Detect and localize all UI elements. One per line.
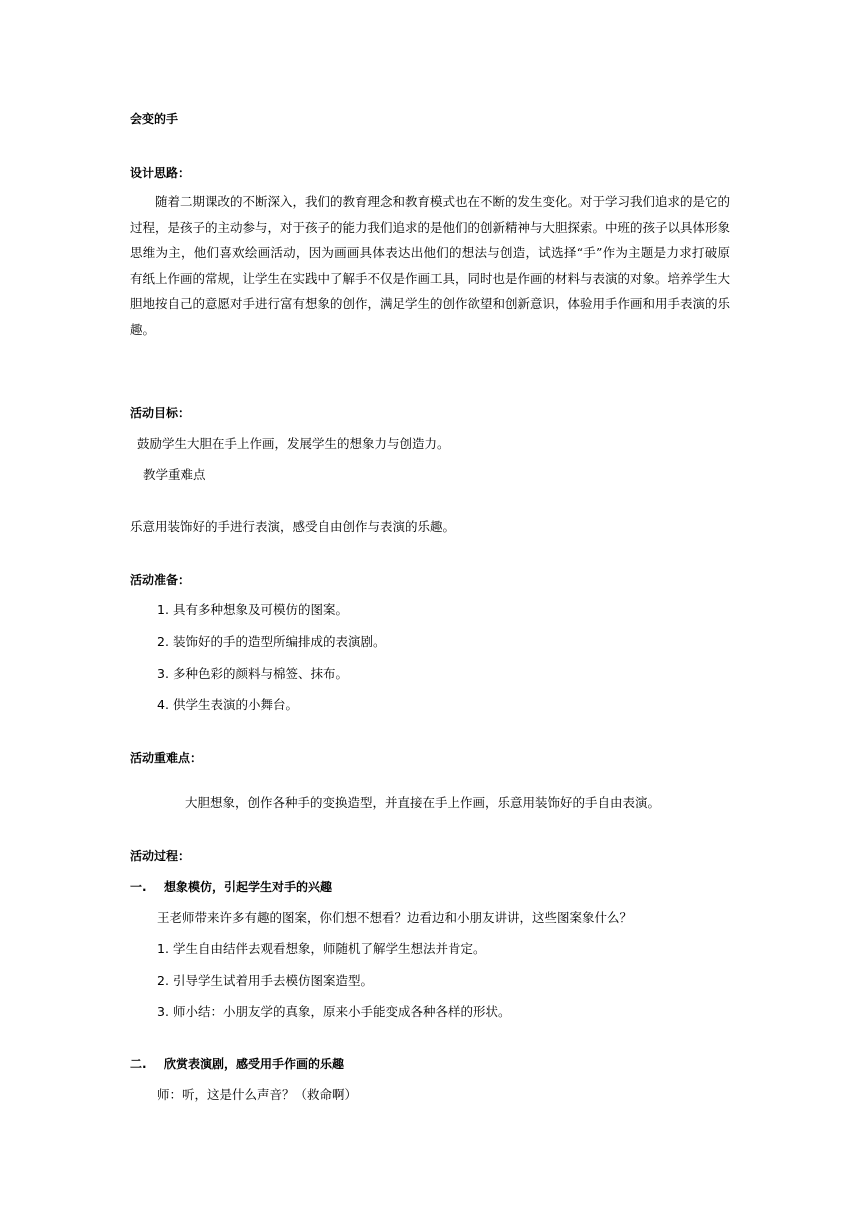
section-1-item-text: 引导学生试着用手去模仿图案造型。 <box>173 973 374 988</box>
document-title: 会变的手 <box>130 112 179 126</box>
section-1-item-number: 2. <box>157 973 169 988</box>
prep-item-text: 多种色彩的颜料与棉签、抹布。 <box>173 666 349 681</box>
section-2-text: 师：听，这是什么声音？（救命啊） <box>157 1087 358 1102</box>
section-1-item-number: 3. <box>157 1004 169 1019</box>
key-points-text: 乐意用装饰好的手进行表演，感受自由创作与表演的乐趣。 <box>130 519 456 534</box>
prep-item <box>157 602 348 618</box>
prep-item-number: 1. <box>157 602 169 617</box>
difficulty-heading: 活动重难点： <box>130 751 203 765</box>
section-1-number: 一. <box>130 880 147 894</box>
section-1-item-text: 师小结：小朋友学的真象，原来小手能变成各种各样的形状。 <box>173 1004 511 1019</box>
section-1-heading <box>130 879 332 895</box>
prep-item-number: 2. <box>157 634 169 649</box>
section-2-title: 欣赏表演剧，感受用手作画的乐趣 <box>164 1057 345 1071</box>
process-heading: 活动过程： <box>130 849 191 863</box>
prep-item-text: 具有多种想象及可模仿的图案。 <box>173 602 349 617</box>
key-points-label: 教学重难点 <box>143 467 206 482</box>
design-heading: 设计思路： <box>130 166 191 180</box>
goal-heading: 活动目标： <box>130 406 191 420</box>
goal-text: 鼓励学生大胆在手上作画，发展学生的想象力与创造力。 <box>137 436 450 451</box>
difficulty-text: 大胆想象，创作各种手的变换造型，并直接在手上作画，乐意用装饰好的手自由表演。 <box>185 795 661 810</box>
section-1-item-text: 学生自由结伴去观看想象，师随机了解学生想法并肯定。 <box>173 941 486 956</box>
section-2-heading <box>130 1056 344 1072</box>
section-1-intro: 王老师带来许多有趣的图案，你们想不想看？边看边和小朋友讲讲，这些图案象什么？ <box>157 910 633 925</box>
prep-item <box>157 666 348 682</box>
section-1-item-number: 1. <box>157 941 169 956</box>
prep-item <box>157 697 298 713</box>
prep-item-number: 3. <box>157 666 169 681</box>
section-1-title: 想象模仿，引起学生对手的兴趣 <box>164 880 333 894</box>
prep-heading: 活动准备： <box>130 573 191 587</box>
section-1-item <box>157 1004 511 1020</box>
design-paragraph: 随着二期课改的不断深入，我们的教育理念和教育模式也在不断的发生变化。对于学习我们追求的是它的过程，是孩子的主动参与，对于孩子的能力我们追求的是他们的创新精神与大胆探索。中班的孩子以具体形象思维为主，他们喜欢绘画活动，因为画画具体表达出他们的想法与创造，试选择“手”作为主题是力求打破原有纸上作画的常规，让学生在实践中了解手不仅是作画工具，同时也是作画的材料与表演的对象。培养学生大胆地按自己的意愿对手进行富有想象的创作，满足学生的创作欲望和创新意识，体验用手作画和用手表演的乐趣。 <box>130 194 731 337</box>
prep-item-text: 供学生表演的小舞台。 <box>173 697 299 712</box>
section-1-item <box>157 973 373 989</box>
prep-item-text: 装饰好的手的造型所编排成的表演剧。 <box>173 634 386 649</box>
prep-item <box>157 634 386 650</box>
section-2-number: 二. <box>130 1057 147 1071</box>
section-1-item <box>157 941 486 957</box>
prep-item-number: 4. <box>157 697 169 712</box>
